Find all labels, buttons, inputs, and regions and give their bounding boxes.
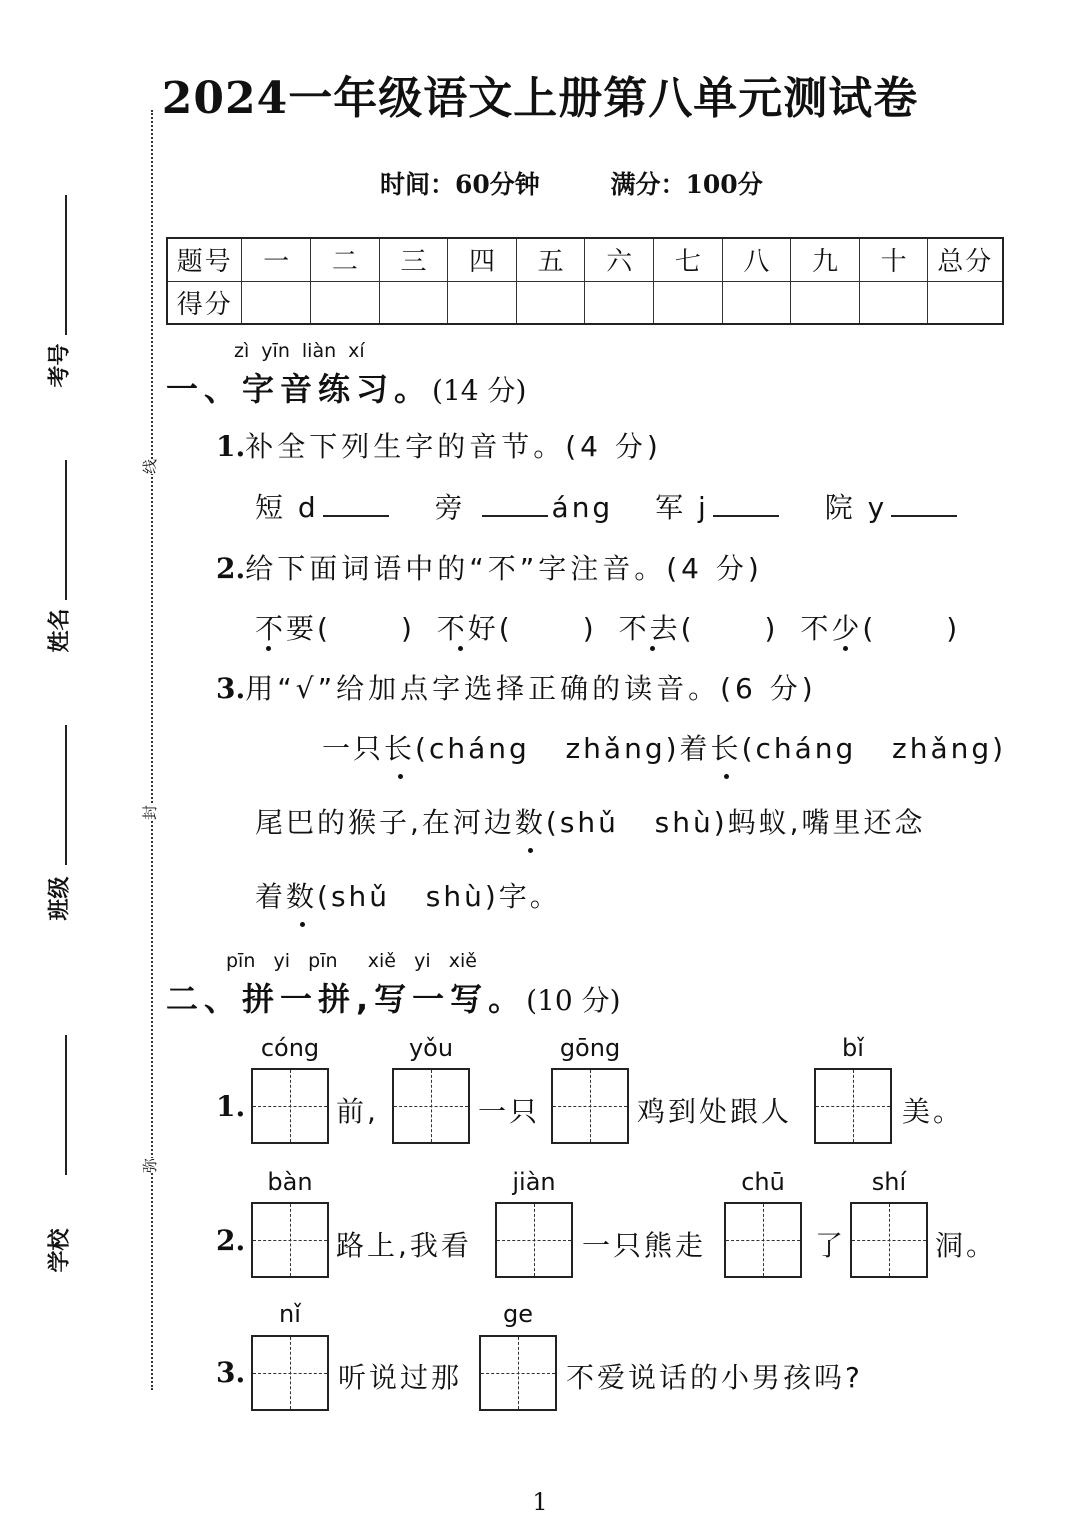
- q-text: 用“√”给加点字选择正确的读音。(6 分): [245, 672, 817, 705]
- word-item: [800, 612, 960, 645]
- score-cell[interactable]: [379, 281, 448, 324]
- box-pinyin: jiàn: [512, 1168, 556, 1196]
- school-label: 学校: [47, 1228, 73, 1273]
- writing-box[interactable]: [251, 1335, 329, 1411]
- time-limit: 时间：60分钟: [380, 170, 540, 199]
- score-cell[interactable]: [242, 281, 311, 324]
- q1-1-prompt: [216, 425, 662, 465]
- exam-number-label: 考号: [47, 343, 73, 388]
- name-line[interactable]: [65, 460, 67, 600]
- class-line[interactable]: [65, 725, 67, 865]
- col-4: 四: [448, 238, 517, 281]
- q1-3-line3: [255, 875, 561, 915]
- score-cell[interactable]: [311, 281, 380, 324]
- writing-box[interactable]: [251, 1068, 329, 1144]
- score-cell[interactable]: [859, 281, 928, 324]
- sentence-text: 了: [815, 1229, 847, 1262]
- close-paren: ): [582, 612, 597, 645]
- sentence-text: 鸡到处跟人: [637, 1095, 793, 1128]
- sentence-text: 一只: [478, 1095, 541, 1128]
- section1-title: 一、字音练习。: [166, 370, 433, 408]
- close-paren: ): [946, 612, 961, 645]
- header-label: 题号: [167, 238, 242, 281]
- section1-pinyin: zì yīn liàn xí: [234, 340, 365, 362]
- exam-number-line[interactable]: [65, 195, 67, 335]
- q-number: 1.: [216, 430, 246, 463]
- q-number: 1.: [216, 1090, 246, 1123]
- score-label: 得分: [167, 281, 242, 324]
- word-item: [255, 612, 415, 645]
- q-text: 给下面词语中的“不”字注音。(4 分): [245, 552, 763, 585]
- close-paren: ): [400, 612, 415, 645]
- class-label: 班级: [47, 876, 73, 921]
- item-char: 旁: [434, 491, 466, 524]
- sentence-text: 听说过那: [338, 1361, 463, 1394]
- col-5: 五: [516, 238, 585, 281]
- q-number: 3.: [216, 672, 246, 705]
- item-char: 军: [655, 491, 687, 524]
- binding-dotted-line: [151, 110, 153, 1390]
- score-cell[interactable]: [722, 281, 791, 324]
- answer-blank[interactable]: [891, 489, 957, 517]
- writing-box[interactable]: [392, 1068, 470, 1144]
- page-number: 1: [532, 1488, 548, 1516]
- writing-box[interactable]: [724, 1202, 802, 1278]
- score-cell[interactable]: [654, 281, 723, 324]
- section2-heading: [166, 974, 621, 1020]
- col-9: 九: [791, 238, 860, 281]
- q1-1-items: [255, 486, 961, 526]
- q-number: 2.: [216, 1224, 246, 1257]
- sentence-text: 着: [679, 732, 711, 765]
- box-pinyin: bǐ: [842, 1034, 864, 1062]
- reading-options[interactable]: (shǔ shù): [317, 880, 499, 913]
- box-pinyin: yǒu: [408, 1034, 454, 1062]
- section2-pinyin: [226, 950, 477, 972]
- writing-box[interactable]: [850, 1202, 928, 1278]
- score-cell[interactable]: [585, 281, 654, 324]
- box-pinyin: cóng: [260, 1034, 320, 1062]
- reading-options[interactable]: (cháng zhǎng): [415, 732, 680, 765]
- pinyin-syllable: xiě: [448, 950, 477, 972]
- col-7: 七: [654, 238, 723, 281]
- sentence-text: 一只: [322, 732, 385, 765]
- writing-box[interactable]: [495, 1202, 573, 1278]
- col-2: 二: [311, 238, 380, 281]
- section1-points: (14 分): [432, 374, 527, 407]
- pinyin-syllable: pīn: [226, 950, 256, 972]
- writing-box[interactable]: [479, 1335, 557, 1411]
- word-item: [619, 612, 779, 645]
- sentence-text: 蚂蚁,嘴里还念: [727, 806, 926, 839]
- section2-title: 二、拼一拼,写一写。: [166, 980, 527, 1018]
- word-text: 不要(: [255, 612, 331, 645]
- reading-options[interactable]: (cháng zhǎng): [741, 732, 1007, 765]
- q-number: 3.: [216, 1356, 246, 1389]
- score-cell[interactable]: [448, 281, 517, 324]
- answer-blank[interactable]: [713, 489, 779, 517]
- sentence-text: 前,: [336, 1095, 379, 1128]
- box-pinyin: bàn: [267, 1168, 313, 1196]
- sentence-text: 字。: [498, 880, 561, 913]
- emphasis-dot-icon: [266, 646, 271, 651]
- reading-options[interactable]: (shǔ shù): [545, 806, 728, 839]
- pinyin-syllable: xiě: [367, 950, 396, 972]
- full-score: 满分：100分: [610, 170, 763, 199]
- col-3: 三: [379, 238, 448, 281]
- box-pinyin: nǐ: [279, 1300, 301, 1328]
- q1-3-line1: [322, 727, 1006, 767]
- item-char: 院: [824, 491, 856, 524]
- q1-3-prompt: [216, 667, 817, 707]
- col-8: 八: [722, 238, 791, 281]
- sentence-text: 美。: [902, 1095, 965, 1128]
- answer-blank[interactable]: [482, 489, 548, 517]
- emphasis-dot-icon: [843, 646, 848, 651]
- box-pinyin: ge: [503, 1300, 533, 1328]
- emphasis-dot-icon: [650, 646, 655, 651]
- word-text: 不好(: [436, 612, 513, 645]
- q1-2-items: [255, 607, 960, 647]
- emphasis-dot-icon: [458, 646, 463, 651]
- box-pinyin: gōng: [559, 1034, 621, 1062]
- col-10: 十: [859, 238, 928, 281]
- item-prefix: d: [297, 491, 319, 524]
- page-title: 2024一年级语文上册第八单元测试卷: [161, 73, 919, 124]
- col-6: 六: [585, 238, 654, 281]
- section1-heading: [166, 364, 526, 410]
- q-text: 补全下列生字的音节。(4 分): [245, 430, 662, 463]
- box-pinyin: chū: [741, 1168, 785, 1196]
- sentence-text: 路上,我看: [336, 1229, 472, 1262]
- pinyin-syllable: pīn: [308, 950, 338, 972]
- seal-mark-seal: 封: [137, 805, 162, 820]
- q1-3-line2: [255, 801, 926, 841]
- score-cell-total[interactable]: [928, 281, 1003, 324]
- score-table-header-row: [167, 238, 1003, 281]
- dotted-char: 长: [711, 727, 742, 767]
- writing-box[interactable]: [814, 1068, 892, 1144]
- dotted-char: 数: [286, 875, 317, 915]
- score-table-score-row: [167, 281, 1003, 324]
- word-text: 不少(: [800, 612, 877, 645]
- score-table: [166, 237, 1004, 325]
- dotted-char: 数: [515, 801, 546, 841]
- pinyin-syllable: yi: [273, 950, 291, 972]
- exam-meta: [380, 165, 825, 201]
- q1-2-prompt: [216, 547, 763, 587]
- word-text: 不去(: [618, 612, 695, 645]
- item-char: 短: [255, 491, 287, 524]
- item-suffix: áng: [551, 491, 614, 524]
- writing-box[interactable]: [551, 1068, 629, 1144]
- close-paren: ): [764, 612, 779, 645]
- score-cell[interactable]: [791, 281, 860, 324]
- seal-mark-close: 弥: [137, 1158, 162, 1173]
- word-item: [437, 612, 597, 645]
- sentence-text: 一只熊走: [582, 1229, 707, 1262]
- seal-mark-line: 线: [137, 459, 162, 474]
- school-line[interactable]: [65, 1035, 67, 1175]
- pinyin-syllable: yi: [414, 950, 431, 972]
- dotted-char: 长: [384, 727, 415, 767]
- sentence-text: 洞。: [935, 1229, 998, 1262]
- sentence-text: 着: [255, 880, 287, 913]
- item-prefix: y: [867, 491, 888, 524]
- col-total: 总分: [928, 238, 1003, 281]
- item-prefix: j: [698, 491, 709, 524]
- score-cell[interactable]: [516, 281, 585, 324]
- sentence-text: 尾巴的猴子,在河边: [255, 806, 515, 839]
- answer-blank[interactable]: [323, 489, 389, 517]
- q-number: 2.: [216, 552, 246, 585]
- section2-points: (10 分): [526, 984, 621, 1017]
- name-label: 姓名: [47, 608, 73, 653]
- box-pinyin: shí: [871, 1168, 907, 1196]
- col-1: 一: [242, 238, 311, 281]
- writing-box[interactable]: [251, 1202, 329, 1278]
- sentence-text: 不爱说话的小男孩吗?: [566, 1361, 863, 1394]
